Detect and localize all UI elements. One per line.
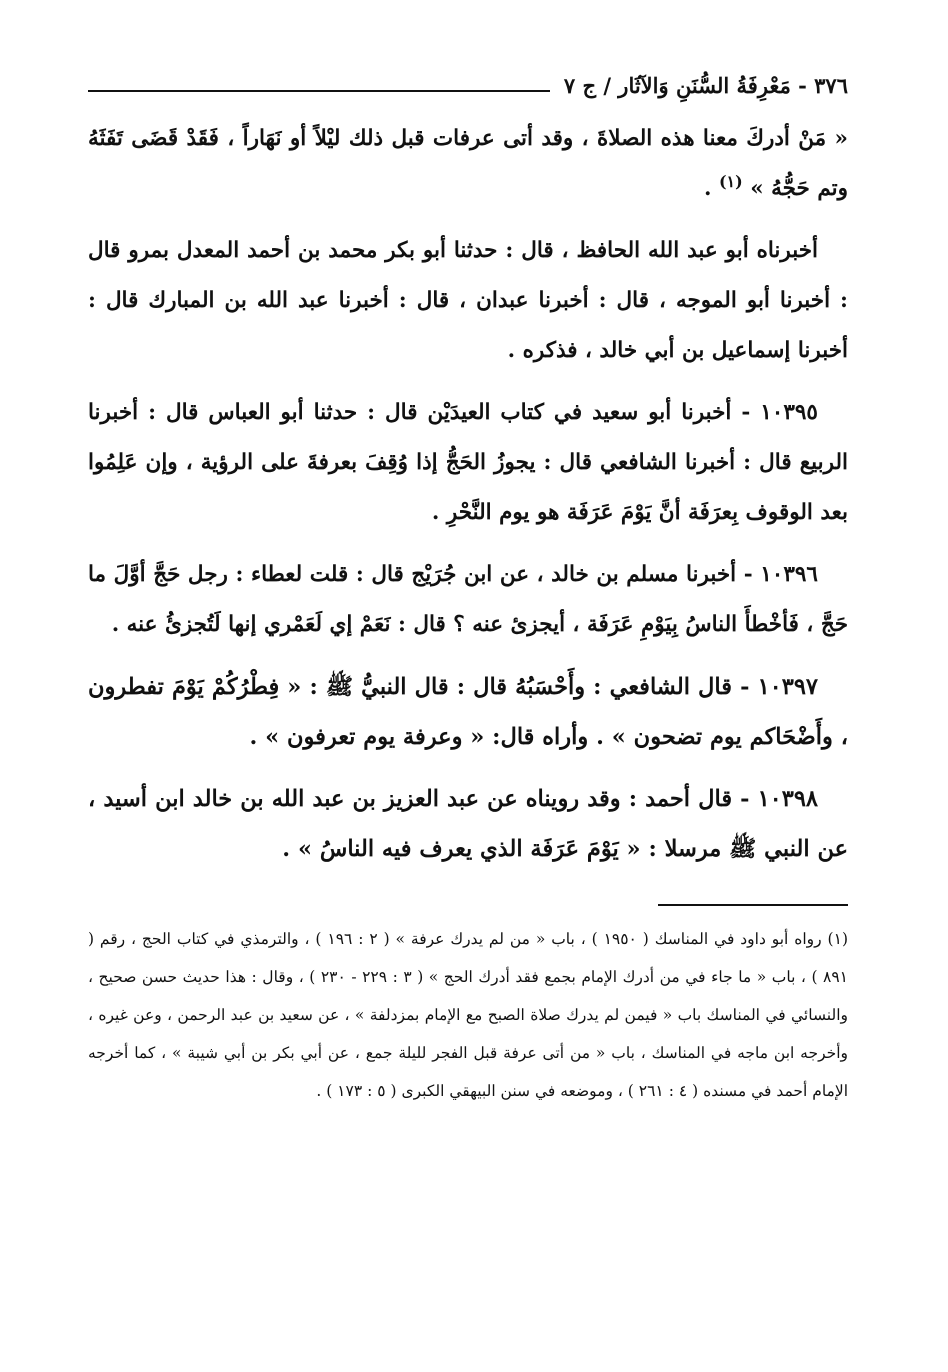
hadith-number: ١٠٣٩٧ - xyxy=(740,674,818,700)
footnote-text: رواه أبو داود في المناسك ( ١٩٥٠ ) ، باب « من لم يدرك عرفة » ( ٢ : ١٩٦ ) ، والترمذي في كتاب الحج ، رقم ( ٨٩١ ) ، باب « ما جاء في من أدرك الإمام بجمع فقد أدرك الحج » ( ٣ : ٢٢٩ - ٢٣٠ ) ، وقال : هذا حديث حسن صحيح ، والنسائي في المناسك باب « فيمن لم يدرك صلاة الصبح مع الإمام بمزدلفة » ، عن سعيد بن عبد الرحمن ، وعن غيره ، وأخرجه ابن ماجه في المناسك ، باب « من أتى عرفة قبل الفجر لليلة جمع ، عن أبي بكر بن أبي شيبة » ، كما أخرجه الإمام أحمد في مسنده ( ٤ : ٢٦١ ) ، وموضعه في سنن البيهقي الكبرى ( ٥ : ١٧٣ ) . xyxy=(88,930,849,1100)
paragraph-hadith-continuation xyxy=(88,114,848,214)
paragraph-text: قال أحمد : وقد رويناه عن عبد العزيز بن عبد الله بن خالد ابن أسيد ، عن النبي ﷺ مرسلا : « يَوْمَ عَرَفَة الذي يعرف فيه الناسُ » . xyxy=(88,786,848,862)
hadith-number: ١٠٣٩٦ - xyxy=(743,562,818,587)
footnote-number: (١) xyxy=(827,930,848,948)
header-rule xyxy=(88,90,550,92)
paragraph-tail: . xyxy=(703,176,719,201)
paragraph-10395 xyxy=(88,388,848,538)
hadith-number: ١٠٣٩٥ - xyxy=(741,400,818,425)
document-page xyxy=(88,62,848,1110)
paragraph-isnad xyxy=(88,226,848,376)
paragraph-text: أخبرنا أبو سعيد في كتاب العيدَيْن قال : حدثنا أبو العباس قال : أخبرنا الربيع قال : أخبرنا الشافعي قال : يجوزُ الحَجُّ إذا وُقِفَ بعرفةَ على الرؤية ، وإن عَلِمُوا بعد الوقوف بِعرَفَة أنَّ يَوْمَ عَرَفَة هو يوم النَّحْرِ . xyxy=(88,400,848,525)
paragraph-10398 xyxy=(88,774,848,874)
running-head-text: ٣٧٦ - مَعْرِفَةُ السُّنَنِ وَالآثَار / ج ٧ xyxy=(563,73,848,98)
paragraph-text: « مَنْ أدركَ معنا هذه الصلاةَ ، وقد أتى عرفات قبل ذلك ليْلاً أو نَهَاراً ، فَقَدْ قَضَى تَفَثَهُ وتم حَجُّهُ » xyxy=(88,126,848,201)
footnote-separator xyxy=(658,904,848,906)
paragraph-10396 xyxy=(88,550,848,650)
main-text xyxy=(88,114,848,874)
paragraph-text: أخبرنا مسلم بن خالد ، عن ابن جُرَيْج قال : قلت لعطاء : رجل حَجَّ أوَّلَ ما حَجَّ ، فَأخْطأَ الناسُ بِيَوْمِ عَرَفَة ، أيجزئ عنه ؟ قال : نَعَمْ إي لَعَمْري إنها لَتُجزئُ عنه . xyxy=(88,562,848,637)
footnote-reference: (١) xyxy=(718,171,743,191)
hadith-number: ١٠٣٩٨ - xyxy=(740,786,818,812)
footnote xyxy=(88,920,848,1110)
paragraph-text: قال الشافعي : وأَحْسَبُهُ قال : قال النبيُّ ﷺ : « فِطْرُكُمْ يَوْمَ تفطرون ، وأَضْحَاكم يوم تضحون » . وأراه قال: « وعرفة يوم تعرفون » . xyxy=(88,674,848,750)
paragraph-text: أخبرناه أبو عبد الله الحافظ ، قال : حدثنا أبو بكر محمد بن أحمد المعدل بمرو قال : أخبرنا أبو الموجه ، قال : أخبرنا عبدان ، قال : أخبرنا عبد الله بن المبارك قال : أخبرنا إسماعيل بن أبي خالد ، فذكره . xyxy=(88,238,848,363)
running-header xyxy=(88,62,848,96)
paragraph-10397 xyxy=(88,662,848,762)
